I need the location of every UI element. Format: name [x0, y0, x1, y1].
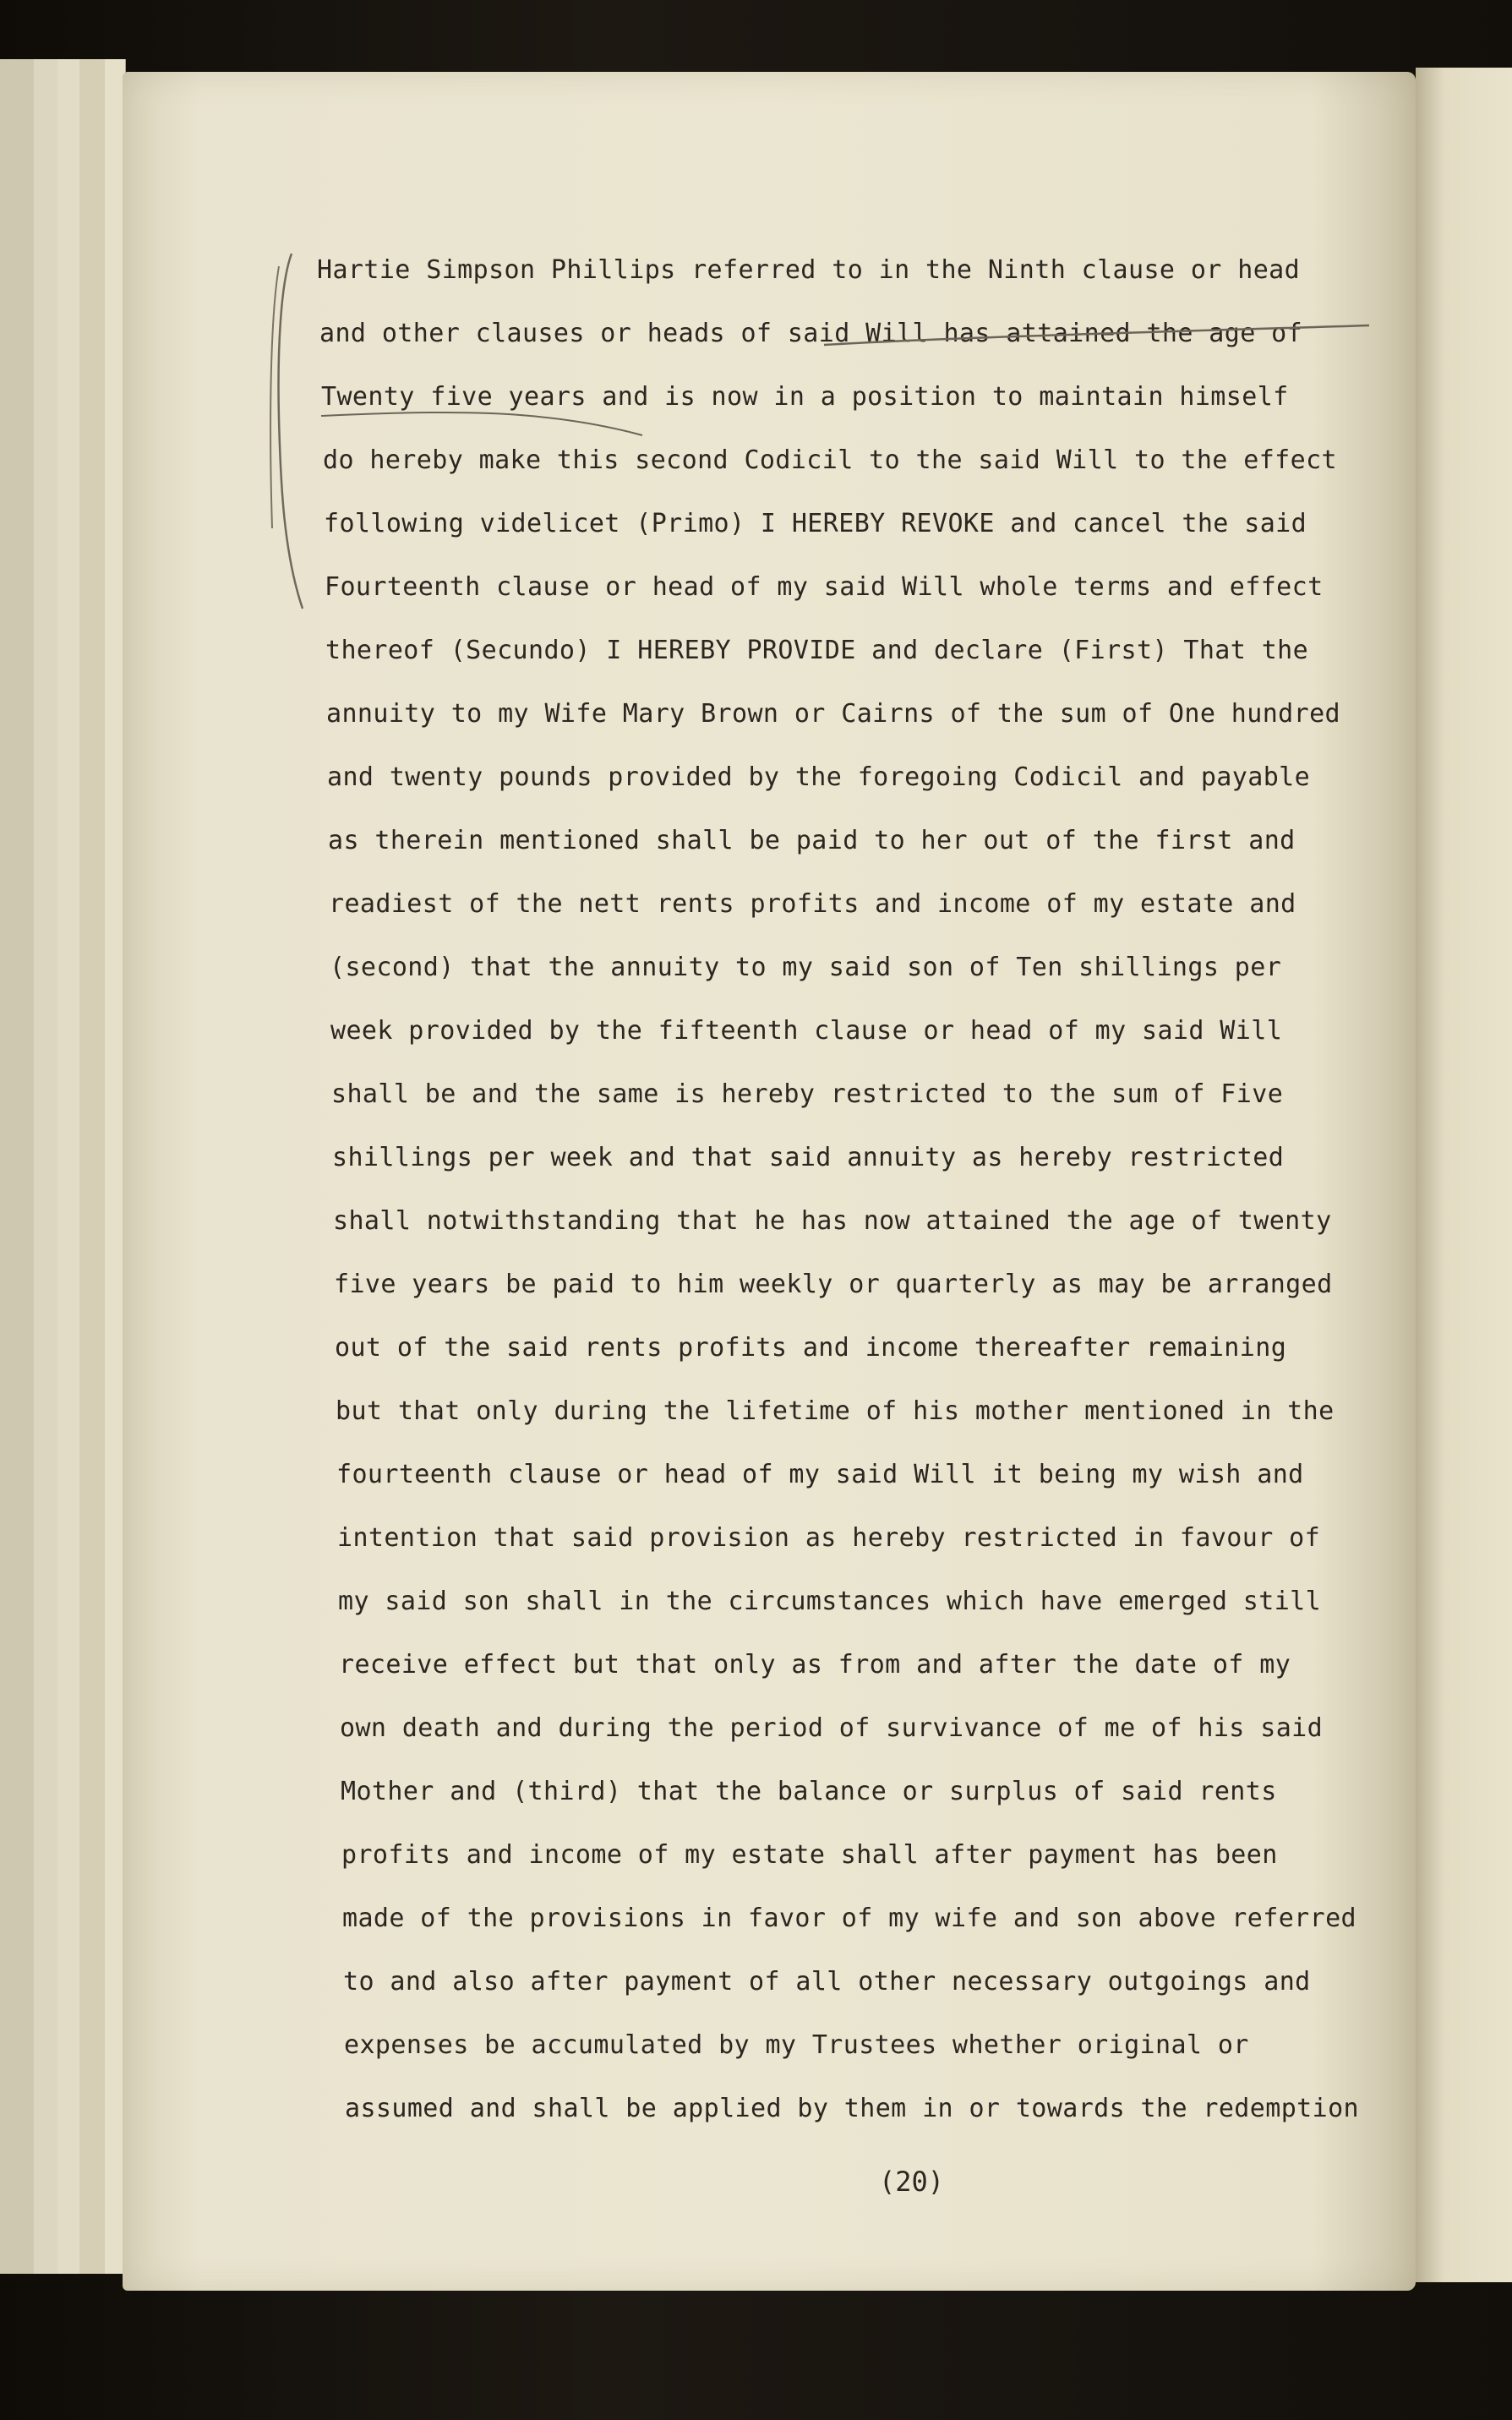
text-line: intention that said provision as hereby restricted in favour of [337, 1523, 1321, 1553]
text-line: expenses be accumulated by my Trustees whether original or [344, 2030, 1249, 2060]
text-line: assumed and shall be applied by them in or towards the redemption [345, 2094, 1359, 2123]
text-line: to and also after payment of all other necessary outgoings and [343, 1967, 1311, 1997]
text-line: annuity to my Wife Mary Brown or Cairns of the sum of One hundred [326, 699, 1340, 729]
text-line: out of the said rents profits and income thereafter remaining [335, 1333, 1287, 1363]
text-line: Mother and (third) that the balance or surplus of said rents [341, 1777, 1277, 1806]
page-stack-edge [79, 59, 106, 2274]
text-line: made of the provisions in favor of my wife and son above referred [342, 1904, 1356, 1933]
text-line: Hartie Simpson Phillips referred to in the Ninth clause or head [317, 255, 1301, 285]
text-line: five years be paid to him weekly or quarterly as may be arranged [334, 1270, 1333, 1299]
text-line: as therein mentioned shall be paid to her out of the first and [328, 826, 1296, 855]
page-number: (20) [879, 2166, 945, 2198]
text-line: profits and income of my estate shall after payment has been [341, 1840, 1278, 1870]
facing-page-edge [1416, 68, 1512, 2282]
text-line: receive effect but that only as from and after the date of my [339, 1650, 1291, 1680]
margin-bracket-mark [262, 249, 313, 613]
page-stack-edge [34, 59, 58, 2274]
text-line: and other clauses or heads of said Will has attained the age of [319, 319, 1303, 348]
text-line: Fourteenth clause or head of my said Will whole terms and effect [325, 572, 1324, 602]
page-stack-edge [57, 59, 80, 2274]
text-line: do hereby make this second Codicil to the said Will to the effect [323, 445, 1337, 475]
text-line: fourteenth clause or head of my said Will it being my wish and [336, 1460, 1304, 1489]
text-line: week provided by the fifteenth clause or head of my said Will [330, 1016, 1283, 1046]
text-line: readiest of the nett rents profits and income of my estate and [329, 889, 1296, 919]
text-line: shall notwithstanding that he has now attained the age of twenty [333, 1206, 1332, 1236]
text-line: my said son shall in the circumstances which have emerged still [338, 1587, 1322, 1616]
text-line: Twenty five years and is now in a position to maintain himself [321, 382, 1289, 412]
text-line: own death and during the period of survivance of me of his said [340, 1713, 1324, 1743]
text-line: and twenty pounds provided by the foregoing Codicil and payable [327, 762, 1311, 792]
text-line: (second) that the annuity to my said son of Ten shillings per [330, 953, 1282, 982]
page-stack-edge [0, 59, 35, 2274]
text-line: shillings per week and that said annuity as hereby restricted [332, 1143, 1285, 1172]
text-line: thereof (Secundo) I HEREBY PROVIDE and declare (First) That the [325, 636, 1309, 665]
text-line: following videlicet (Primo) I HEREBY REVOKE and cancel the said [324, 509, 1307, 538]
text-line: but that only during the lifetime of his mother mentioned in the [336, 1396, 1335, 1426]
text-line: shall be and the same is hereby restricted to the sum of Five [331, 1079, 1284, 1109]
